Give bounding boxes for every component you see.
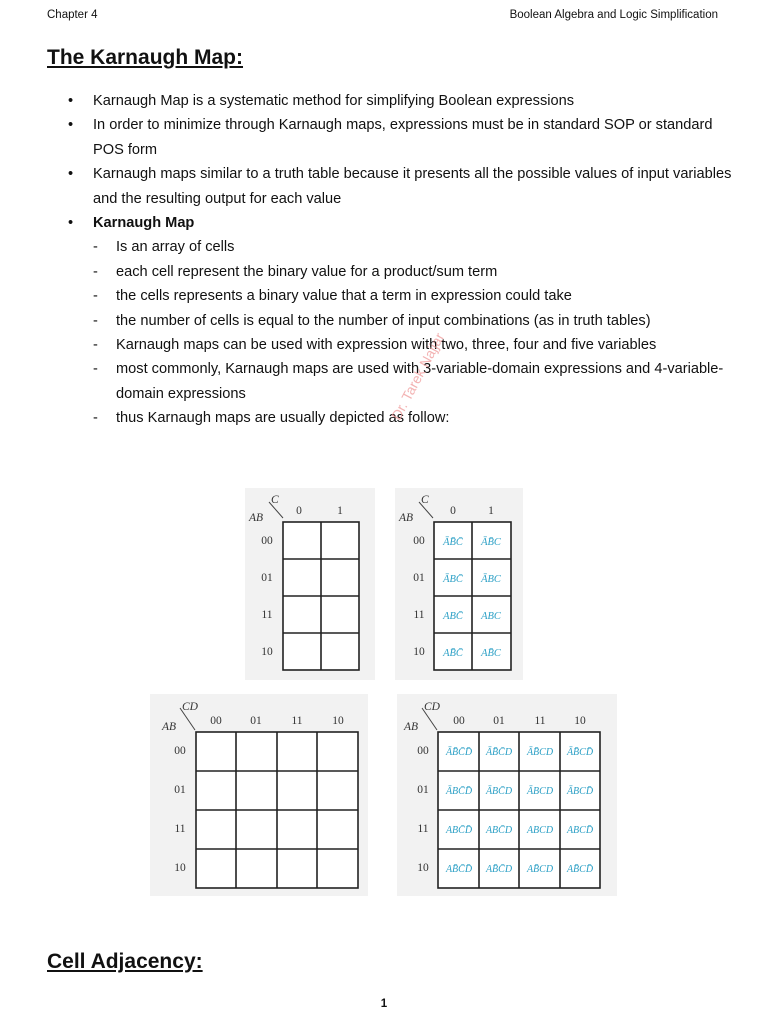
dash-icon: - [93,337,98,354]
kmap-3var-labeled [395,488,523,680]
page-number: 1 [380,998,388,1010]
cell-term: ABC̄ [443,611,463,622]
row-var-label: AB [249,512,264,524]
cell-term: ABC̄D̄ [445,825,473,836]
kmap-4var-empty-svg [150,694,368,896]
bullet-text: Karnaugh Map is a systematic method for simplifying Boolean expressions [93,93,575,109]
kmap-4var-labeled [397,694,617,896]
cell-term: ABC [481,611,501,622]
kmap-4var-empty [150,694,368,896]
cell-term: ĀBC̄D̄ [445,786,473,797]
col-label: 01 [493,715,505,727]
cell-term: ĀB̄C [481,537,501,548]
cell-term: AB̄C̄ [443,648,463,659]
col-label: 1 [488,505,494,517]
dash-icon: - [93,239,98,256]
sub-item-text: most commonly, Karnaugh maps are used with 3-variable-domain expressions and 4-variable-domain expressions [116,361,724,402]
sub-item-text: Karnaugh maps can be used with expression with two, three, four and five variables [116,337,657,354]
cell-term: AB̄C̄D̄ [445,864,473,875]
kmap-4var-labeled-svg [397,694,617,896]
col-var-label: C [271,494,279,506]
dash-icon: - [93,288,98,305]
kmap-heading: Karnaugh Map [93,215,195,232]
list-item [47,113,737,162]
dash-icon: - [93,361,98,378]
bullet-icon: • [68,117,74,134]
cell-term: ĀBC̄D [485,786,513,797]
bullet-icon: • [68,215,74,232]
row-label: 01 [174,784,186,796]
kmap-grid [196,732,358,888]
col-label: 1 [337,505,343,517]
page-title: The Karnaugh Map: [47,46,244,69]
cell-term: ABCD̄ [566,825,594,836]
sub-list-item [93,284,737,308]
cell-term: ĀB̄C̄ [443,537,463,548]
cell-term: ĀBCD̄ [566,786,594,797]
row-label: 00 [417,745,429,757]
list-item [47,162,737,211]
col-label: 00 [210,715,222,727]
cell-term: ĀB̄C̄D [485,747,513,758]
cell-term: AB̄CD̄ [566,864,594,875]
row-label: 11 [413,609,425,621]
cell-term: ĀBC̄ [443,574,463,585]
section-title-cell-adjacency: Cell Adjacency: [47,950,203,973]
cell-term: ĀB̄C̄D̄ [445,747,473,758]
sub-item-text: the number of cells is equal to the number of input combinations (as in truth tables) [116,312,651,329]
header-chapter: Chapter 4 [47,9,98,21]
sub-list [93,235,737,430]
sub-item-text: Is an array of cells [116,239,235,256]
row-var-label: AB [162,721,177,733]
content-body [47,89,737,431]
dash-icon: - [93,263,98,280]
dash-icon: - [93,312,98,329]
cell-term: ABC̄D [485,825,513,836]
bullet-icon: • [68,93,74,109]
col-label: 0 [450,505,456,517]
row-label: 01 [261,572,273,584]
row-label: 10 [261,646,273,658]
col-label: 0 [296,505,302,517]
col-var-label: C [421,494,429,506]
row-label: 00 [413,535,425,547]
sub-list-item [93,235,737,259]
col-label: 10 [332,715,344,727]
row-label: 00 [174,745,186,757]
sub-item-text: the cells represents a binary value that a term in expression could take [116,288,572,305]
row-label: 10 [417,862,429,874]
bullet-text: In order to minimize through Karnaugh maps, expressions must be in standard SOP or standard POS form [93,117,713,158]
kmap-grid [283,522,359,670]
cell-term: AB̄C̄D [485,864,513,875]
col-label: 11 [534,715,546,727]
col-label: 11 [291,715,303,727]
cell-term: ĀB̄CD̄ [566,747,594,758]
list-item [47,89,737,113]
row-label: 10 [174,862,186,874]
sub-item-text: each cell represent the binary value for a product/sum term [116,263,498,280]
cell-term: AB̄C [481,648,501,659]
col-label: 00 [453,715,465,727]
row-label: 11 [417,823,429,835]
dash-icon: - [93,410,98,427]
header-subject: Boolean Algebra and Logic Simplification [509,9,718,21]
row-label: 10 [413,646,425,658]
row-var-label: AB [399,512,414,524]
sub-list-item [93,260,737,284]
sub-list-item [93,309,737,333]
col-label: 10 [574,715,586,727]
cell-term: AB̄CD [526,864,554,875]
sub-item-text: thus Karnaugh maps are usually depicted as follow: [116,410,450,427]
kmap-3var-labeled-svg [395,488,523,680]
row-label: 11 [174,823,186,835]
row-label: 01 [413,572,425,584]
row-var-label: AB [404,721,419,733]
sub-list-item [93,333,737,357]
row-label: 01 [417,784,429,796]
list-item [47,211,737,431]
col-var-label: CD [182,701,198,713]
row-label: 11 [261,609,273,621]
cell-term: ABCD [526,825,554,836]
bullet-list [47,89,737,431]
bullet-text: Karnaugh maps similar to a truth table because it presents all the possible values of input variables and the resulting output for each value [93,166,732,207]
cell-term: ĀBC [481,574,501,585]
row-label: 00 [261,535,273,547]
watermark: Dr. Tarek Najjar [388,330,448,423]
kmap-3var-empty [245,488,375,680]
col-label: 01 [250,715,262,727]
kmap-3var-empty-svg [245,488,375,680]
bullet-icon: • [68,166,74,183]
cell-term: ĀBCD [526,786,554,797]
cell-term: ĀB̄CD [526,747,554,758]
sub-list-item [93,406,737,430]
col-var-label: CD [424,701,440,713]
